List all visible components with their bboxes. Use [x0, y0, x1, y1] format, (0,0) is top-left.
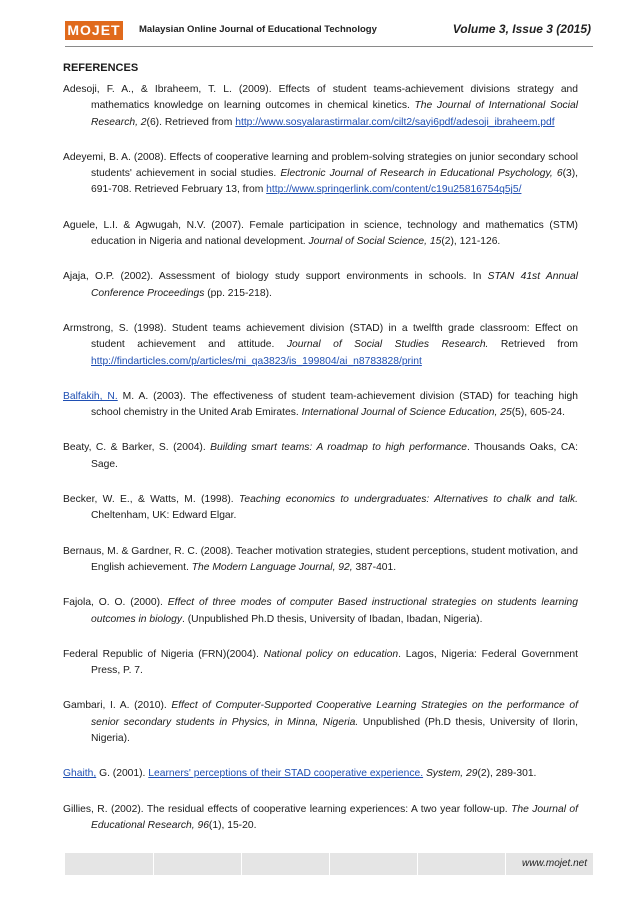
volume-issue: Volume 3, Issue 3 (2015)	[452, 22, 591, 36]
reference-entry: Beaty, C. & Barker, S. (2004). Building smart teams: A roadmap to high performance. Thousands Oaks, CA: Sage.	[63, 442, 578, 470]
reference-entry: Gambari, I. A. (2010). Effect of Computer-Supported Cooperative Learning Strategies on the performance of senior secondary students in Physics, in Minna, Nigeria. Unpublished (Ph.D thesis, University of Ilorin, Nigeria).	[63, 700, 578, 745]
reference-link[interactable]: Learners' perceptions of their STAD cooperative experience.	[148, 768, 424, 780]
reference-link[interactable]: http://www.springerlink.com/content/c19u25816754q5j5/	[266, 184, 522, 196]
reference-entry: Adeyemi, B. A. (2008). Effects of cooperative learning and problem-solving strategies on junior secondary school students' achievement in social studies. Electronic Journal of Research in Educational Psychology, 6(3), 691-708. Retrieved February 13, from http://www.springerlink.com/content/c19u25816754q5j5/	[63, 151, 579, 196]
author-link[interactable]: Balfakih, N.	[63, 390, 118, 402]
reference-entry: Adesoji, F. A., & Ibraheem, T. L. (2009). Effects of student teams-achievement divisions strategy and mathematics knowledge on learning outcomes in chemical kinetics. The Journal of International Social Research, 2(6). Retrieved from http://www.sosyalarastirmalar.com/cilt2/sayi6pdf/adesoji_ibraheem.pdf	[63, 84, 579, 128]
page-footer	[65, 853, 593, 875]
reference-link[interactable]: http://findarticles.com/p/articles/mi_qa3823/is_199804/ai_n8783828/print	[91, 355, 422, 367]
reference-entry: Gillies, R. (2002). The residual effects of cooperative learning experiences: A two year follow-up. The Journal of Educational Research, 96(1), 15-20.	[63, 803, 579, 831]
section-heading: REFERENCES	[63, 62, 139, 74]
page-header	[65, 18, 593, 47]
footer-cell	[153, 853, 242, 875]
footer-cell	[65, 853, 154, 875]
mojet-logo: MOJET	[65, 21, 123, 40]
author-link[interactable]: Ghaith,	[63, 768, 97, 780]
reference-entry: Ghaith, G. (2001). Learners' perceptions of their STAD cooperative experience. System, 29(2), 289-301.	[63, 768, 537, 780]
journal-title: Malaysian Online Journal of Educational Technology	[139, 24, 377, 35]
reference-entry: Becker, W. E., & Watts, M. (1998). Teaching economics to undergraduates: Alternatives to chalk and talk. Cheltenham, UK: Edward Elgar.	[63, 494, 579, 522]
footer-cell	[329, 853, 418, 875]
reference-entry: Armstrong, S. (1998). Student teams achievement division (STAD) in a twelfth grade classroom: Effect on student achievement and attitude. Journal of Social Studies Research. Retrieved from http://findarticles.com/p/articles/mi_qa3823/is_199804/ai_n8783828/print	[63, 322, 579, 367]
footer-cell	[417, 853, 506, 875]
reference-entry: Balfakih, N. M. A. (2003). The effectiveness of student team-achievement division (STAD) for teaching high school chemistry in the United Arab Emirates. International Journal of Science Education, 25(5), 605-24.	[63, 390, 578, 419]
reference-entry: Aguele, L.I. & Agwugah, N.V. (2007). Female participation in science, technology and mathematics (STM) education in Nigeria and national development. Journal of Social Science, 15(2), 121-126.	[63, 219, 578, 248]
reference-entry: Ajaja, O.P. (2002). Assessment of biology study support environments in schools. In STAN 41st Annual Conference Proceedings (pp. 215-218).	[63, 271, 578, 299]
references-section	[63, 62, 578, 853]
reference-entry: Federal Republic of Nigeria (FRN)(2004). National policy on education. Lagos, Nigeria: Federal Government Press, P. 7.	[63, 648, 579, 677]
footer-website[interactable]: www.mojet.net	[521, 858, 587, 869]
reference-entry: Bernaus, M. & Gardner, R. C. (2008). Teacher motivation strategies, student perceptions, student motivation, and English achievement. The Modern Language Journal, 92, 387-401.	[63, 545, 578, 573]
reference-link[interactable]: http://www.sosyalarastirmalar.com/cilt2/sayi6pdf/adesoji_ibraheem.pdf	[235, 116, 555, 128]
reference-entry: Fajola, O. O. (2000). Effect of three modes of computer Based instructional strategies on students learning outcomes in biology. (Unpublished Ph.D thesis, University of Ibadan, Ibadan, Nigeria).	[63, 597, 578, 625]
footer-cell	[241, 853, 330, 875]
